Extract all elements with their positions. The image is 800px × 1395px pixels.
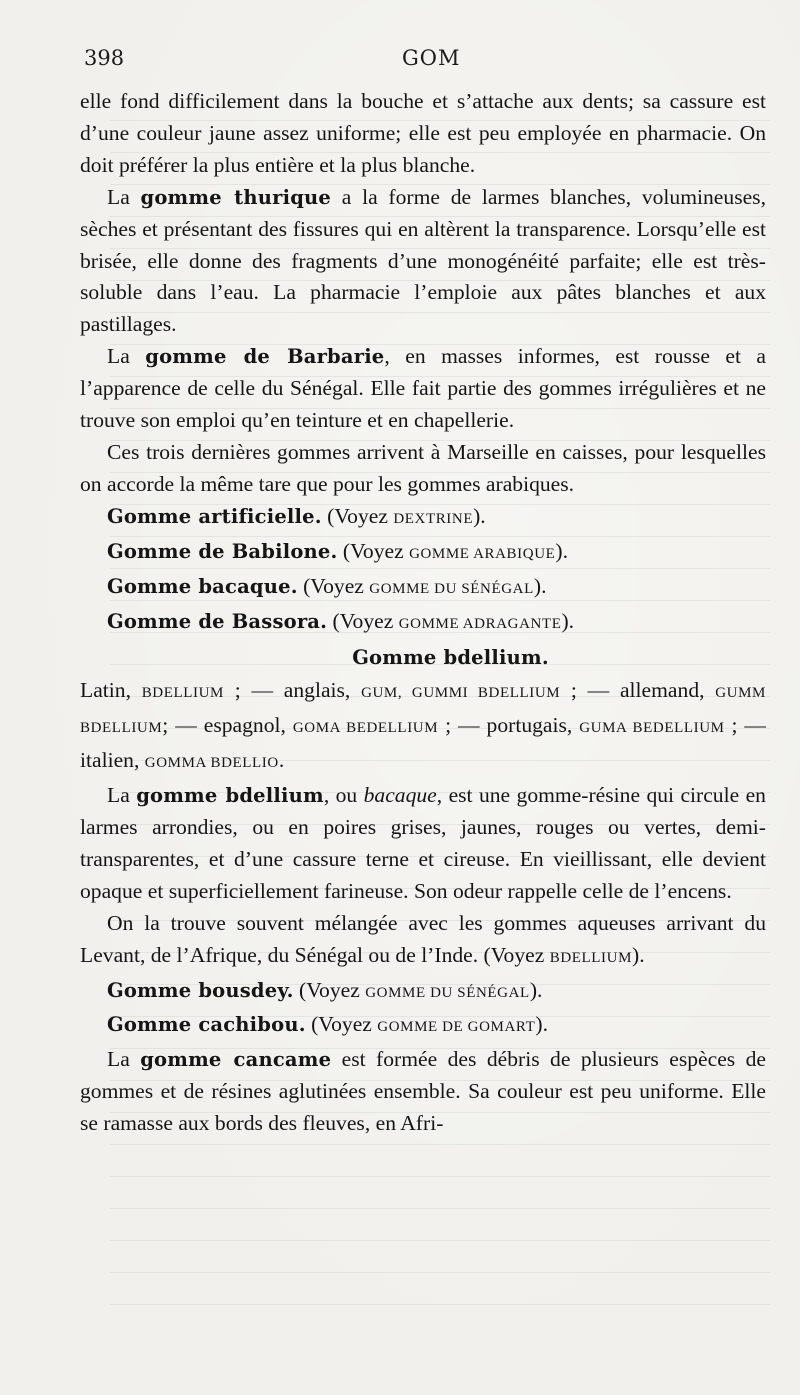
entry-term: gomme cancame bbox=[140, 1048, 332, 1072]
paragraph-continuation: elle fond difficilement dans la bouche et s’attache aux dents; sa cassure est d’une couleur jaune assez uniforme; elle est peu employée en pharmacie. On doit préférer la plus entière et la plus blanche. bbox=[80, 89, 766, 177]
entry-term: Gomme bousdey. bbox=[107, 978, 294, 1002]
cross-reference-babilone: Gomme de Babilone. (Voyez GOMME ARABIQUE). bbox=[107, 538, 568, 563]
paragraph-gomme-cancame: La gomme cancame est formée des débris de plusieurs espèces de gommes et de résines aglutinées ensemble. Sa couleur est peu uniforme. Elle se ramasse aux bords des fleuves, en Afri- bbox=[80, 1047, 766, 1136]
entry-term: gomme de Barbarie bbox=[145, 345, 385, 369]
reference-target: BDELLIUM bbox=[549, 949, 633, 966]
reference-target: GOMME DE GOMART bbox=[377, 1019, 536, 1036]
cross-reference-cachibou: Gomme cachibou. (Voyez GOMME DE GOMART). bbox=[107, 1012, 548, 1037]
section-heading: Gomme bdellium. bbox=[352, 646, 549, 670]
body-text bbox=[80, 86, 766, 1140]
reference-target: GOMME ARABIQUE bbox=[409, 545, 556, 562]
running-head: GOM bbox=[402, 46, 461, 70]
entry-term: gomme bdellium bbox=[136, 784, 324, 808]
cross-reference-bousdey: Gomme bousdey. (Voyez GOMME DU SÉNÉGAL). bbox=[107, 977, 543, 1002]
page-number: 398 bbox=[84, 46, 125, 70]
entry-term: Gomme de Bassora. bbox=[107, 609, 328, 633]
entry-term: Gomme cachibou. bbox=[107, 1013, 306, 1037]
cross-reference-artificielle: Gomme artificielle. (Voyez DEXTRINE). bbox=[107, 503, 486, 528]
entry-term: Gomme de Babilone. bbox=[107, 539, 338, 563]
paragraph-trois-gommes: Ces trois dernières gommes arrivent à Marseille en caisses, pour lesquelles on accorde la même tare que pour les gommes arabiques. bbox=[80, 439, 766, 496]
synonyms-paragraph: Latin, BDELLIUM ; — anglais, GUM, GUMMI BDELLIUM ; — allemand, GUMM BDELLIUM; — espagnol, GOMA BEDELLIUM ; — portugais, GUMA BEDELLIUM ; — italien, GOMMA BDELLIO. bbox=[80, 678, 767, 773]
entry-term: gomme thurique bbox=[140, 185, 332, 209]
reference-target: GOMME DU SÉNÉGAL bbox=[369, 580, 534, 597]
page-header bbox=[84, 46, 764, 78]
paragraph-gomme-bdellium: La gomme bdellium, ou bacaque, est une gomme-résine qui circule en larmes arrondies, ou en poires grises, jaunes, rouges ou vertes, demi-transparentes, et d’une cassure terne et cireuse. En vieillissant, elle devient opaque et superficiellement farineuse. Son odeur rappelle celle de l’encens. bbox=[80, 783, 766, 903]
paragraph-gomme-barbarie: La gomme de Barbarie, en masses informes, est rousse et a l’apparence de celle du Sénégal. Elle fait partie des gommes irrégulières et ne trouve son emploi qu’en teinture et en chapellerie. bbox=[80, 344, 766, 433]
entry-term: Gomme bacaque. bbox=[107, 574, 298, 598]
reference-target: GOMME DU SÉNÉGAL bbox=[365, 984, 530, 1001]
cross-reference-bacaque: Gomme bacaque. (Voyez GOMME DU SÉNÉGAL). bbox=[107, 573, 547, 598]
paragraph-gomme-thurique: La gomme thurique a la forme de larmes blanches, volumineuses, sèches et présentant des fissures qui en altèrent la transparence. Lorsqu’elle est brisée, elle donne des fragments d’une monogénéité parfaite; elle est très-soluble dans l’eau. La pharmacie l’emploie aux pâtes blanches et aux pastillages. bbox=[80, 184, 766, 337]
reference-target: GOMME ADRAGANTE bbox=[398, 615, 562, 632]
paragraph-melangee: On la trouve souvent mélangée avec les gommes aqueuses arrivant du Levant, de l’Afrique, du Sénégal ou de l’Inde. (Voyez BDELLIUM). bbox=[80, 910, 766, 967]
entry-term: Gomme artificielle. bbox=[107, 504, 322, 528]
reference-target: DEXTRINE bbox=[393, 510, 474, 527]
cross-reference-bassora: Gomme de Bassora. (Voyez GOMME ADRAGANTE). bbox=[107, 608, 575, 633]
